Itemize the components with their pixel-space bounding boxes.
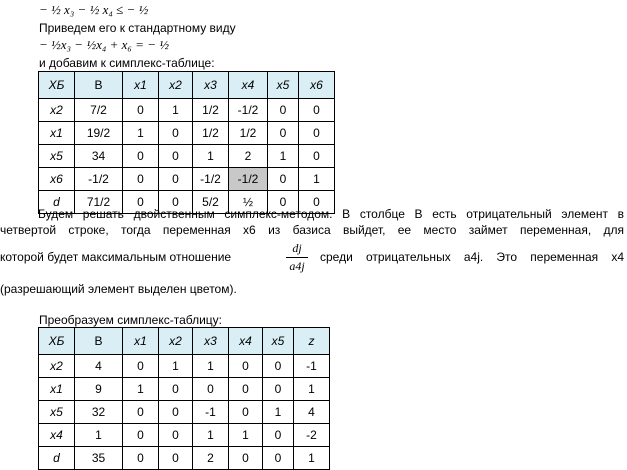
table-cell: 0 [263,378,294,401]
column-header: x6 [299,72,335,99]
basis-variable-cell: x6 [39,168,75,191]
table-row [39,401,330,424]
column-header: x2 [159,328,193,355]
table-cell: 1 [123,378,159,401]
basis-variable-cell: x1 [39,378,75,401]
table-cell: 1/2 [193,99,229,122]
table-cell: 32 [75,401,123,424]
table-row [39,355,330,378]
table-cell: 0 [268,168,299,191]
explanation-paragraph [0,206,624,238]
table-cell: 1 [193,424,229,447]
basis-variable-cell: x2 [39,355,75,378]
table-cell: -1/2 [193,168,229,191]
table-cell: 0 [159,447,193,470]
table-cell: 5/2 [193,191,229,214]
table-cell: 4 [294,401,330,424]
table-cell: 1 [268,145,299,168]
table-cell: 0 [263,447,294,470]
table-cell: -1/2 [229,99,268,122]
table-cell: 0 [299,191,335,214]
table-cell: 0 [229,355,263,378]
column-header: x3 [193,72,229,99]
table-cell: 0 [299,145,335,168]
basis-variable-cell: x5 [39,145,75,168]
column-header: x2 [159,72,193,99]
column-header: XБ [39,328,75,355]
table-cell: 34 [75,145,123,168]
simplex-table-2 [38,327,330,470]
table-cell: 0 [159,122,193,145]
paragraph-line-3b: среди отрицательных a4j. Это переменная x4 [320,250,624,264]
table-cell: 0 [263,355,294,378]
column-header: x5 [263,328,294,355]
table-row [39,424,330,447]
table-cell: 35 [75,447,123,470]
table-cell: 71/2 [75,191,123,214]
table-cell: 0 [159,378,193,401]
table-cell: 0 [123,168,159,191]
table-cell: -1 [193,401,229,424]
intro-text-1: Приведем его к стандартному виду [39,21,236,35]
column-header: x4 [229,328,263,355]
simplex-table-1 [38,71,335,214]
paragraph-line-2: четвертой строке, тогда переменная x6 из базиса выйдет, ее место займет переменная, для [0,223,624,237]
inequality-line: − ½ x₃ − ½ x₄ ≤ − ½ [39,2,149,17]
table-cell: 1 [229,424,263,447]
table-cell: 1 [123,122,159,145]
paragraph-line-1: Будем решать двойственным симплекс-методом. В столбце B есть отрицательный элемент в [38,207,624,221]
table-cell: 1/2 [229,122,268,145]
basis-variable-cell: d [39,191,75,214]
table-cell: 2 [193,447,229,470]
table-row [39,378,330,401]
table-cell: 1 [294,447,330,470]
table-cell: 0 [229,378,263,401]
table-cell: 4 [75,355,123,378]
column-header: B [75,72,123,99]
table-row [39,145,335,168]
table-cell: 1 [193,145,229,168]
equation-line: − ½x₃ − ½x₄ + x₆ = − ½ [39,37,169,52]
table-cell: 0 [229,447,263,470]
table-row [39,447,330,470]
intro-text-2: и добавим к симплекс-таблице: [39,56,215,70]
table-cell: 19/2 [75,122,123,145]
table-row [39,122,335,145]
table-cell: 1 [159,99,193,122]
column-header: x5 [268,72,299,99]
table-cell: 1 [193,355,229,378]
table-header-row [39,328,330,355]
heading-transform: Преобразуем симплекс-таблицу: [39,313,223,327]
column-header: z [294,328,330,355]
table-cell: 0 [123,191,159,214]
table-cell: 0 [299,99,335,122]
paragraph-line-4: (разрешающий элемент выделен цветом). [0,282,237,296]
table-header-row [39,72,335,99]
table-cell: 0 [268,122,299,145]
table-cell: 0 [123,355,159,378]
table-cell: 1 [263,401,294,424]
basis-variable-cell: x2 [39,99,75,122]
column-header: x1 [123,72,159,99]
table-cell: -1 [294,355,330,378]
table-cell: 9 [75,378,123,401]
basis-variable-cell: d [39,447,75,470]
paragraph-line-3a: которой будет максимальным отношение [0,250,232,264]
table-cell: 0 [123,447,159,470]
table-cell: 1 [159,355,193,378]
table-row [39,168,335,191]
table-cell: 0 [263,424,294,447]
table-cell: 0 [299,122,335,145]
table-cell: 0 [229,401,263,424]
table-cell: 0 [123,424,159,447]
table-cell: 0 [159,168,193,191]
table-cell: 7/2 [75,99,123,122]
table-cell: 0 [123,99,159,122]
table-cell: 0 [268,191,299,214]
fraction-numerator: dj [292,241,302,255]
basis-variable-cell: x5 [39,401,75,424]
table-cell: 0 [123,401,159,424]
table-cell: 1 [299,168,335,191]
basis-variable-cell: x1 [39,122,75,145]
table-cell: 0 [193,378,229,401]
fraction-denominator: a4j [289,259,305,273]
table-cell: 0 [159,401,193,424]
pivot-cell: -1/2 [229,168,268,191]
table-cell: 0 [159,191,193,214]
table-cell: 1 [294,378,330,401]
table-cell: 2 [229,145,268,168]
table-cell: ½ [229,191,268,214]
column-header: x1 [123,328,159,355]
table-cell: -2 [294,424,330,447]
column-header: B [75,328,123,355]
table-cell: 0 [159,145,193,168]
table-cell: 0 [159,424,193,447]
basis-variable-cell: x4 [39,424,75,447]
ratio-fraction [286,241,308,274]
table-cell: 0 [123,145,159,168]
column-header: XБ [39,72,75,99]
column-header: x3 [193,328,229,355]
table-cell: 1 [75,424,123,447]
column-header: x4 [229,72,268,99]
table-cell: 1/2 [193,122,229,145]
table-cell: 0 [268,99,299,122]
table-cell: -1/2 [75,168,123,191]
table-row [39,99,335,122]
